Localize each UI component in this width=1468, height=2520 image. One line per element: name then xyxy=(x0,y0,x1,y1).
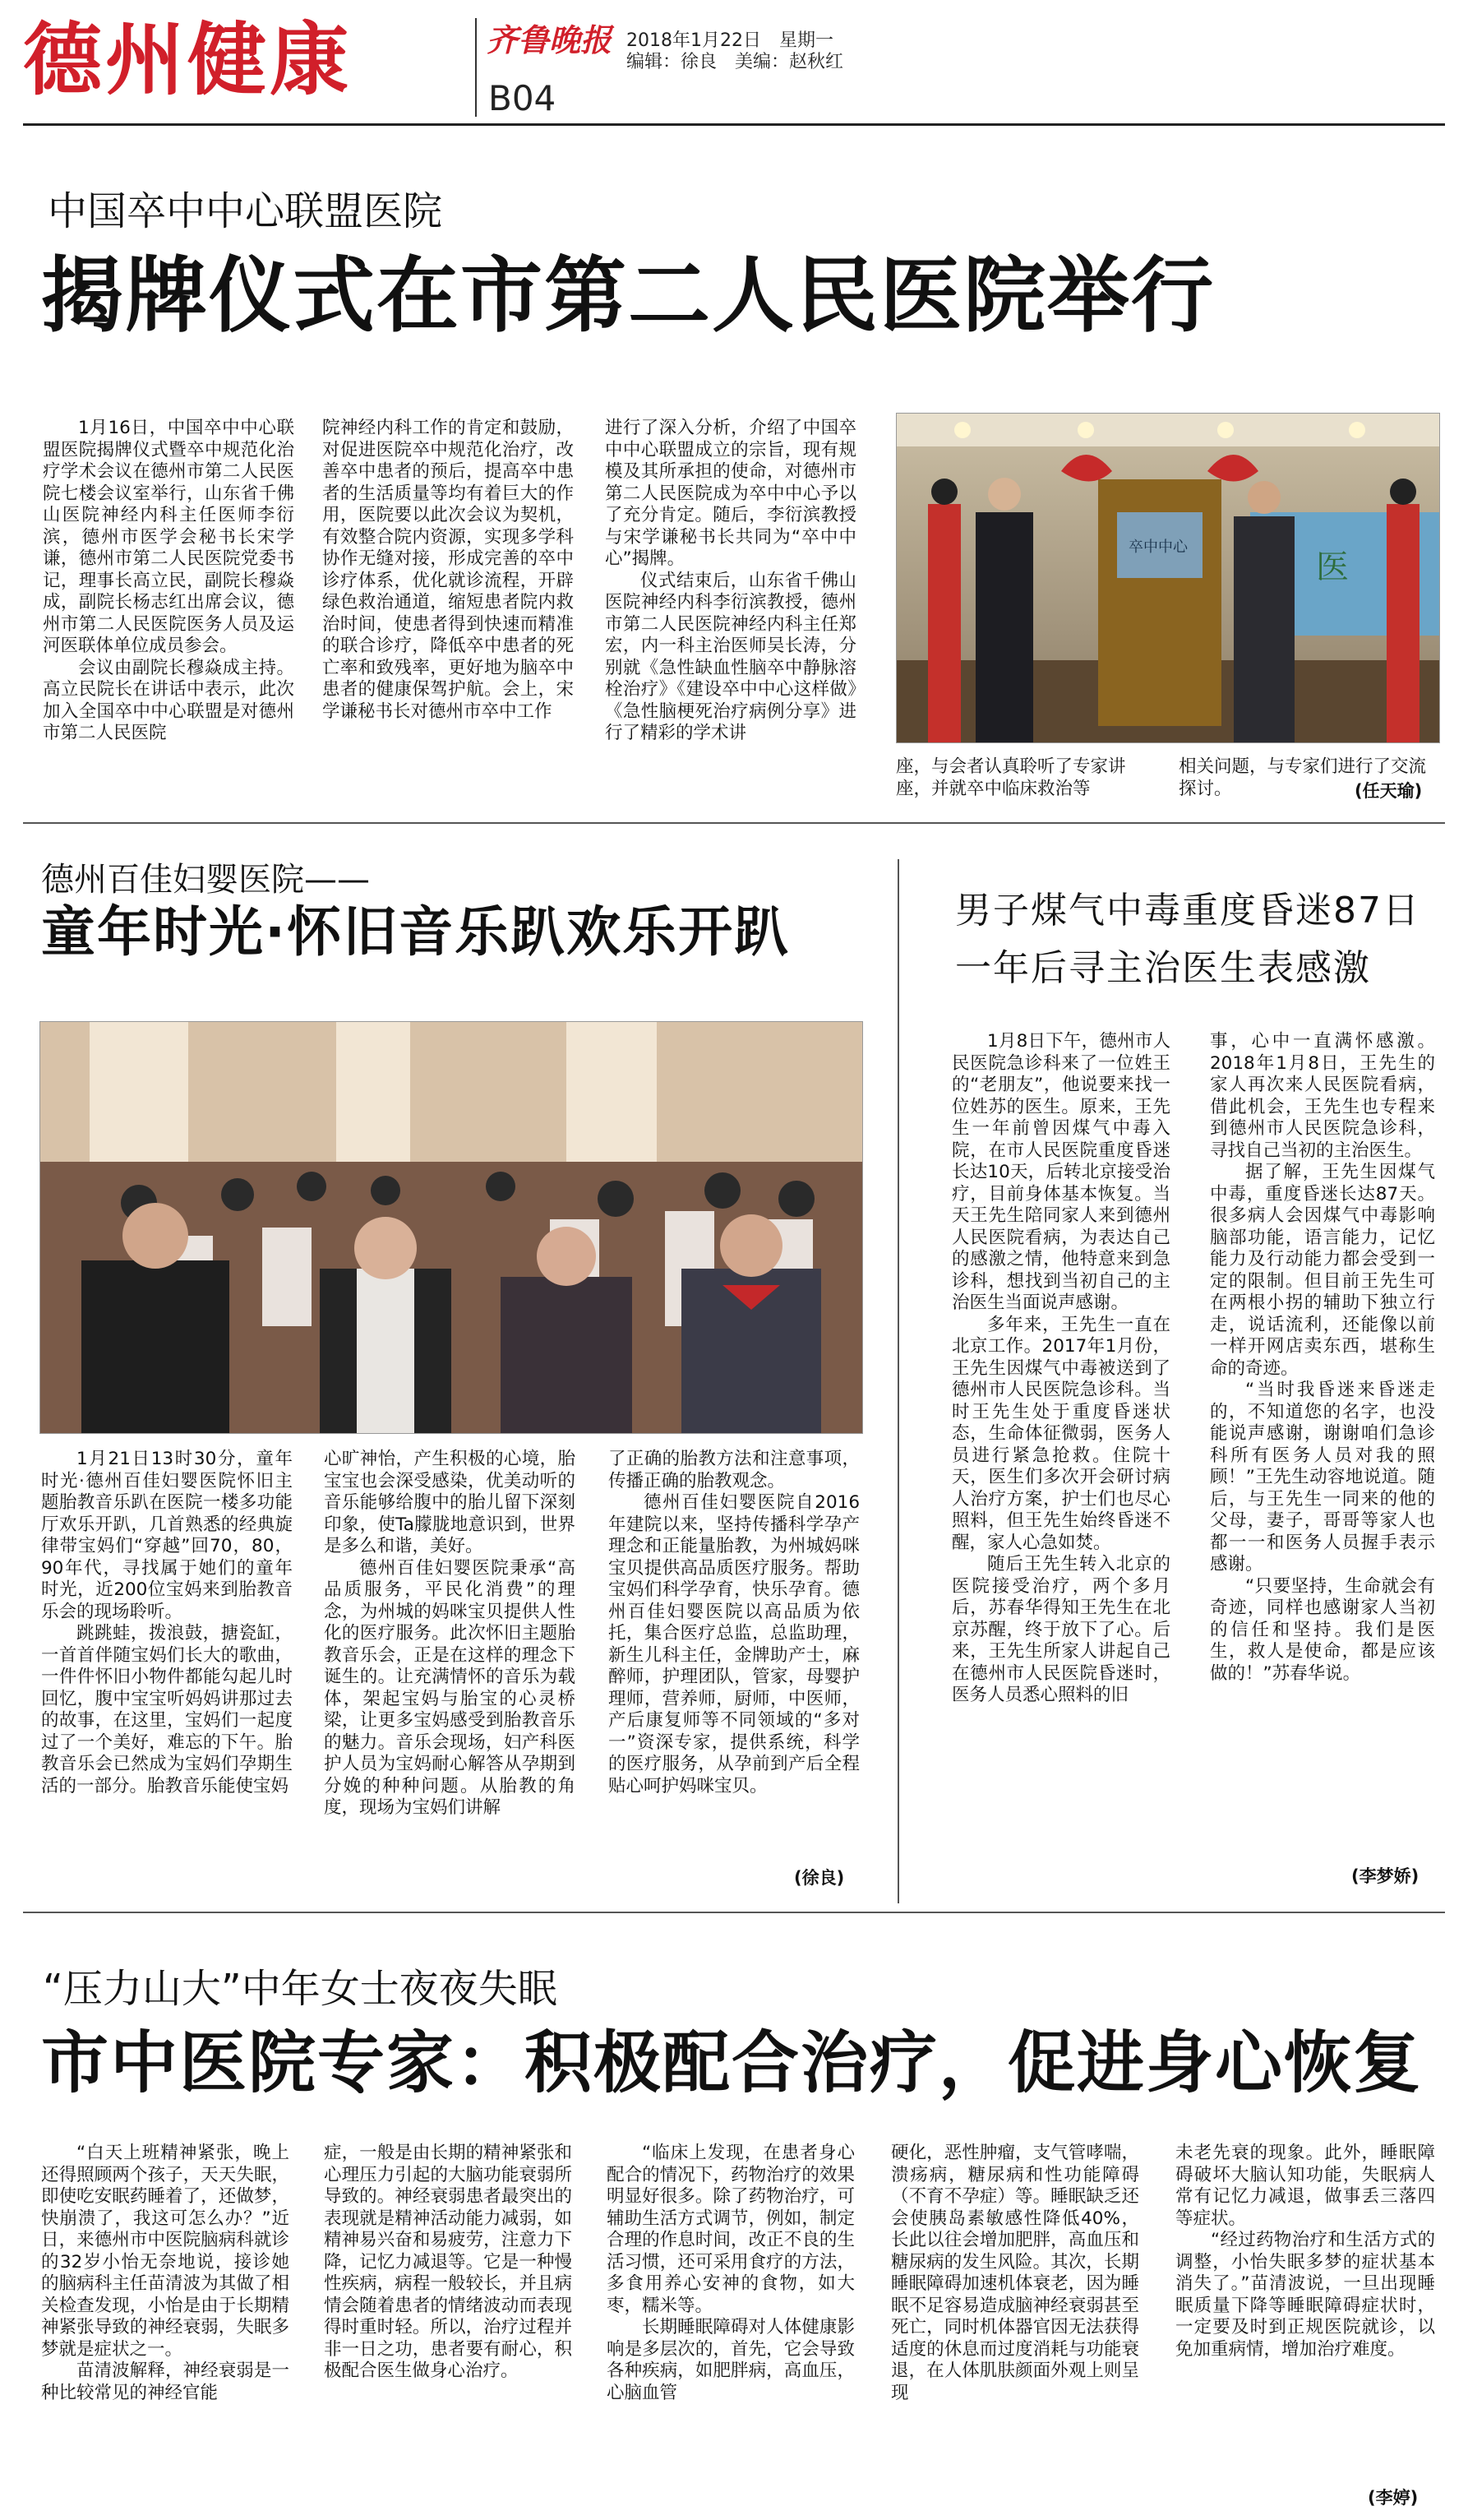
newspaper-logo: 齐鲁晚报 xyxy=(487,21,612,58)
article1-photo-caption-left: 座，与会者认真聆听了专家讲座，并就卒中临床救治等 xyxy=(896,756,1126,799)
paragraph: “经过药物治疗和生活方式的调整，小怡失眠多梦的症状基本消失了。”苗清波说，一旦出现睡眠质量下降等睡眠障碍症状时，一定要及时到正规医院就诊，以免加重病情，增加治疗难度。 xyxy=(1175,2230,1435,2360)
paragraph: 症，一般是由长期的精神紧张和心理压力引起的大脑功能衰弱所导致的。神经衰弱患者最突出的表现就是精神活动能力减弱，如精神易兴奋和易疲劳，注意力下降，记忆力减退等。它是一种慢性疾病，病程一般较长，并且病情会随着患者的情绪波动而表现得时重时轻。所以，治疗过程并非一日之功，患者要有耐心，积极配合医生做身心治疗。 xyxy=(324,2143,572,2381)
paragraph: 随后王先生转入北京的医院接受治疗，两个多月后，苏春华得知王先生在北京苏醒，终于放下了心。后来，王先生所家人讲起自己在德州市人民医院昏迷时，医务人员悉心照料的旧 xyxy=(952,1554,1170,1705)
masthead-rule xyxy=(23,123,1445,126)
paragraph: “当时我昏迷来昏迷走的，不知道您的名字，也没能说声感谢，谢谢咱们急诊科所有医务人员对我的照顾！”王先生动容地说道。随后，与王先生一同来的他的父母，妻子，哥哥等家人也都一一和医务人员握手表示感谢。 xyxy=(1210,1380,1435,1574)
article4-col3 xyxy=(607,2143,855,2404)
paragraph: 心旷神怡，产生积极的心境，胎宝宝也会深受感染，优美动听的音乐能够给腹中的胎儿留下深刻印象，使Ta朦胧地意识到，世界是多么和谐，美好。 xyxy=(324,1449,575,1556)
article1-byline: (任天瑜) xyxy=(1355,781,1423,801)
article3-headline-line2: 一年后寻主治医生表感激 xyxy=(955,947,1371,989)
paragraph: 长期睡眠障碍对人体健康影响是多层次的，首先，它会导致各种疾病，如肥胖病，高血压，心脑血管 xyxy=(607,2317,855,2403)
article1-kicker: 中国卒中中心联盟医院 xyxy=(48,188,443,234)
ceremony-photo-illustration xyxy=(897,414,1439,742)
paragraph: 德州百佳妇婴医院秉承“高品质服务，平民化消费”的理念，为州城的妈咪宝贝提供人性化的医疗服务。此次怀旧主题胎教音乐会，正是在这样的理念下诞生的。让充满情怀的音乐为载体，架起宝妈与胎宝的心灵桥梁，让更多宝妈感受到胎教音乐的魅力。音乐会现场，妇产科医护人员为宝妈耐心解答从孕期到分娩的种种问题。从胎教的角度，现场为宝妈们讲解 xyxy=(324,1557,575,1818)
paragraph: 会议由副院长穆焱成主持。高立民院长在讲话中表示，此次加入全国卒中中心联盟是对德州市第二人民医院 xyxy=(43,657,294,743)
banner-text: 医 xyxy=(1316,548,1349,586)
article1-headline: 揭牌仪式在市第二人民医院举行 xyxy=(41,247,1215,344)
paragraph: 了正确的胎教方法和注意事项，传播正确的胎教观念。 xyxy=(608,1449,860,1491)
paragraph: “临床上发现，在患者身心配合的情况下，药物治疗的效果明显好很多。除了药物治疗，可辅助生活方式调节，例如，制定合理的作息时间，改正不良的生活习惯，还可采用食疗的方法，多食用养心安神的食物，如大枣，糯米等。 xyxy=(607,2143,855,2316)
paragraph: 1月8日下午，德州市人民医院急诊科来了一位姓王的“老朋友”，他说要来找一位姓苏的医生。原来，王先生一年前曾因煤气中毒入院，在市人民医院重度昏迷长达10天，后转北京接受治疗，目前身体基本恢复。当天王先生陪同家人来到德州人民医院看病，为表达自己的感激之情，他特意来到急诊科，想找到当初自己的主治医生当面说声感谢。 xyxy=(952,1031,1170,1313)
article2-headline: 童年时光·怀旧音乐趴欢乐开趴 xyxy=(41,900,791,964)
paragraph: “白天上班精神紧张，晚上还得照顾两个孩子，天天失眠，即使吃安眠药睡着了，还做梦，快崩溃了，我这可怎么办？”近日，来德州市中医院脑病科就诊的32岁小怡无奈地说，接诊她的脑病科主任苗清波为其做了相关检查发现，小怡是由于长期精神紧张导致的神经衰弱，失眠多梦就是症状之一。 xyxy=(41,2143,289,2360)
article1-col3 xyxy=(605,418,856,745)
page-code: B04 xyxy=(488,78,556,118)
paragraph: 未老先衰的现象。此外，睡眠障碍破坏大脑认知功能，失眠病人常有记忆力减退，做事丢三落四等症状。 xyxy=(1175,2143,1435,2229)
article2-col3 xyxy=(608,1449,860,1797)
paragraph: 苗清波解释，神经衰弱是一种比较常见的神经官能 xyxy=(41,2360,289,2403)
article3-col1 xyxy=(952,1031,1170,1707)
article4-col1 xyxy=(41,2143,289,2404)
article4-kicker: “压力山大”中年女士夜夜失眠 xyxy=(43,1966,557,2012)
section-title: 德州健康 xyxy=(23,14,352,106)
paragraph: 1月21日13时30分，童年时光·德州百佳妇婴医院怀旧主题胎教音乐趴在医院一楼多功能厅欢乐开趴，几首熟悉的经典旋律带宝妈们“穿越”回70，80，90年代，寻找属于她们的童年时光，近200位宝妈来到胎教音乐会的现场聆听。 xyxy=(41,1449,293,1622)
article2-col1 xyxy=(41,1449,293,1797)
editor-credits: 编辑：徐良 美编：赵秋红 xyxy=(626,52,844,72)
article1-col1 xyxy=(43,418,294,745)
article1-col2 xyxy=(322,418,574,723)
paragraph: 进行了深入分析，介绍了中国卒中中心联盟成立的宗旨，现有规模及其所承担的使命，对德州市第二人民医院成为卒中中心予以了充分肯定。随后，李衍滨教授与宋学谦秘书长共同为“卒中中心”揭牌。 xyxy=(605,418,856,569)
article2-col2 xyxy=(324,1449,575,1819)
concert-photo xyxy=(39,1021,863,1434)
article4-col5 xyxy=(1175,2143,1435,2360)
article4-col2 xyxy=(324,2143,572,2383)
article2-byline: (徐良) xyxy=(794,1868,845,1888)
paragraph: 多年来，王先生一直在北京工作。2017年1月份，王先生因煤气中毒被送到了德州市人民医院急诊科。当时王先生处于重度昏迷状态，生命体征微弱，医务人员进行紧急抢救。住院十天，医生们多次开会研讨病人治疗方案，护士们也尽心照料，但王先生始终昏迷不醒，家人心急如焚。 xyxy=(952,1314,1170,1553)
article3-col2 xyxy=(1210,1031,1435,1685)
article3-headline-line1: 男子煤气中毒重度昏迷87日 xyxy=(955,890,1420,932)
paragraph: 硬化，恶性肿瘤，支气管哮喘，溃疡病，糖尿病和性功能障碍（不育不孕症）等。睡眠缺乏还会使胰岛素敏感性降低40%，长此以往会增加肥胖，高血压和糖尿病的发生风险。其次，长期睡眠障碍加速机体衰老，因为睡眠不足容易造成脑神经衰弱甚至死亡，同时机体器官因无法获得适度的休息而过度消耗与功能衰退，在人体肌肤颜面外观上则呈现 xyxy=(891,2143,1139,2403)
section-divider xyxy=(23,1912,1445,1913)
paragraph: 1月16日，中国卒中中心联盟医院揭牌仪式暨卒中规范化治疗学术会议在德州市第二人民医院七楼会议室举行，山东省千佛山医院神经内科主任医师李衍滨，德州市医学会秘书长宋学谦，德州市第二人民医院党委书记，理事长高立民，副院长穆焱成，副院长杨志红出席会议，德州市第二人民医院医务人员及运河医联体单位成员参会。 xyxy=(43,418,294,656)
paragraph: 据了解，王先生因煤气中毒，重度昏迷长达87天。很多病人会因煤气中毒影响脑部功能，语言能力，记忆能力及行动能力都会受到一定的限制。但目前王先生可在两根小拐的辅助下独立行走，说话流利，还能像以前一样开网店卖东西，堪称生命的奇迹。 xyxy=(1210,1162,1435,1379)
section-divider xyxy=(23,822,1445,824)
paragraph: 事，心中一直满怀感激。2018年1月8日，王先生的家人再次来人民医院看病，借此机会，王先生也专程来到德州市人民医院急诊科，寻找自己当初的主治医生。 xyxy=(1210,1031,1435,1161)
article1-photo-caption-right: 相关问题，与专家们进行了交流探讨。 xyxy=(1179,756,1427,799)
paragraph: 院神经内科工作的肯定和鼓励，对促进医院卒中规范化治疗，改善卒中患者的预后，提高卒中患者的生活质量等均有着巨大的作用，医院要以此次会议为契机，有效整合院内资源，实现多学科协作无缝对接，形成完善的卒中诊疗体系，优化就诊流程，开辟绿色救治通道，缩短患者院内救治时间，使患者得到快速而精准的联合诊疗，降低卒中患者的死亡率和致残率，更好地为脑卒中患者的健康保驾护航。会上，宋学谦秘书长对德州市卒中工作 xyxy=(322,418,574,722)
concert-photo-illustration xyxy=(40,1022,862,1433)
article4-byline: (李婷) xyxy=(1368,2488,1419,2508)
ceremony-photo xyxy=(896,413,1440,743)
plaque-text: 卒中中心 xyxy=(1129,539,1188,556)
article4-col4 xyxy=(891,2143,1139,2404)
paragraph: 德州百佳妇婴医院自2016年建院以来，坚持传播科学孕产理念和正能量胎教，为州城妈咪宝贝提供高品质医疗服务。帮助宝妈们科学孕育，快乐孕育。德州百佳妇婴医院以高品质为依托，集合医疗总监，总监助理，新生儿科主任，金牌助产士，麻醉师，护理团队，管家，母婴护理师，营养师，厨师，中医师，产后康复师等不同领域的“多对一”资深专家，提供系统，科学的医疗服务，从孕前到产后全程贴心呵护妈咪宝贝。 xyxy=(608,1492,860,1796)
article4-headline: 市中医院专家：积极配合治疗，促进身心恢复 xyxy=(41,2024,1423,2102)
paragraph: 跳跳蛙，拨浪鼓，搪瓷缸，一首首伴随宝妈们长大的歌曲，一件件怀旧小物件都能勾起儿时回忆，腹中宝宝听妈妈讲那过去的故事，在这里，宝妈们一起度过了一个美好，难忘的下午。胎教音乐会已然成为宝妈们孕期生活的一部分。胎教音乐能使宝妈 xyxy=(41,1623,293,1796)
masthead-divider xyxy=(475,18,477,117)
issue-date: 2018年1月22日 星期一 xyxy=(626,30,833,51)
paragraph: 仪式结束后，山东省千佛山医院神经内科李衍滨教授，德州市第二人民医院神经内科主任郑宏，内一科主治医师吴长涛，分别就《急性缺血性脑卒中静脉溶栓治疗》《建设卒中中心这样做》《急性脑梗死治疗病例分享》进行了精彩的学术讲 xyxy=(605,570,856,743)
paragraph: “只要坚持，生命就会有奇迹，同样也感谢家人当初的信任和坚持。我们是医生，救人是使命，都是应该做的！”苏春华说。 xyxy=(1210,1575,1435,1684)
article3-byline: (李梦娇) xyxy=(1351,1866,1420,1886)
article2-kicker: 德州百佳妇婴医院—— xyxy=(41,861,370,899)
